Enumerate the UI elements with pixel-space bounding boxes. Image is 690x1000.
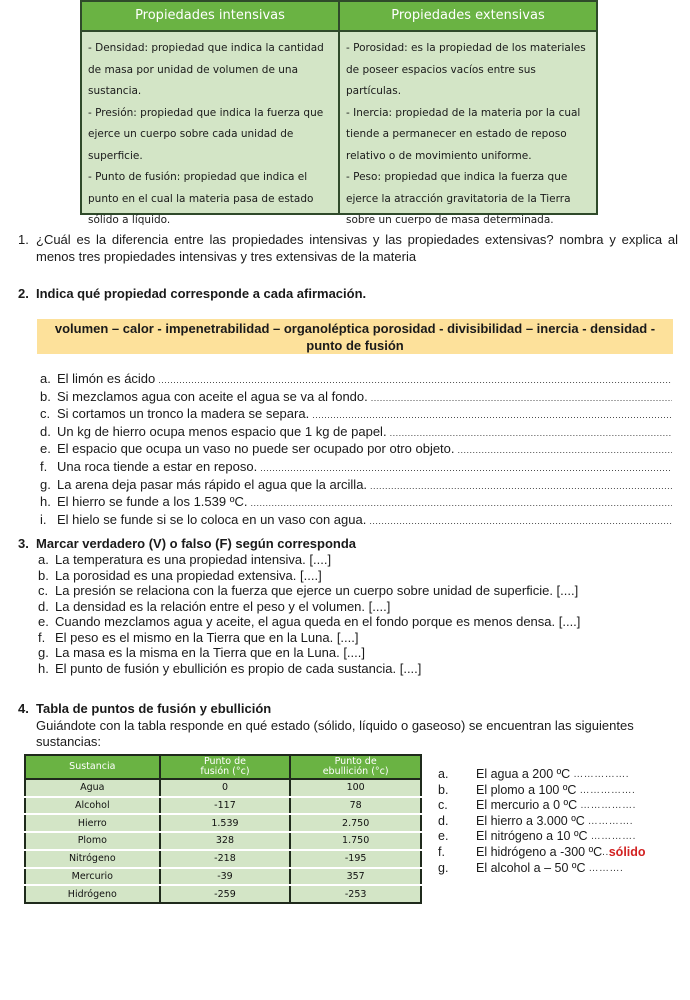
answer-blank[interactable] (260, 459, 672, 477)
list-item[interactable]: g. La masa es la misma en la Tierra que en la Luna. [....] (38, 645, 365, 660)
answer-blank[interactable] (369, 512, 672, 530)
question-4-description: Guiándote con la tabla responde en qué estado (sólido, líquido o gaseoso) se encuentran las siguientes sustancias: (36, 718, 634, 749)
list-item[interactable]: h. El hierro se funde a los 1.539 ºC. ..... (40, 494, 672, 512)
list-item[interactable]: e. El espacio que ocupa un vaso no puede ser ocupado por otro objeto. ..... (40, 441, 672, 459)
list-item[interactable]: i. El hielo se funde si se lo coloca en un vaso con agua. ..... (40, 512, 672, 530)
answer-blank[interactable]: …………. (590, 831, 636, 843)
list-item[interactable]: b. Si mezclamos agua con aceite el agua se va al fondo. ..... (40, 389, 672, 407)
list-item[interactable]: f. Una roca tiende a estar en reposo. ..... (40, 459, 672, 477)
table-row: Hidrógeno -259 -253 (25, 885, 421, 903)
intensive-density: - Densidad: propiedad que indica la cantidad de masa por unidad de volumen de una sustancia. (88, 42, 324, 97)
list-item[interactable]: e. El nitrógeno a 10 ºC …………. (438, 829, 636, 844)
word-bank: volumen – calor - impenetrabilidad – organoléptica porosidad - divisibilidad – inercia - densidad - punto de fusión (37, 319, 673, 354)
extensive-weight: - Peso: propiedad que indica la fuerza que ejerce la atracción gravitatoria de la Tierra sobre un cuerpo de masa determinada. (346, 171, 571, 226)
list-item[interactable]: d. Un kg de hierro ocupa menos espacio que 1 kg de papel. ..... (40, 424, 672, 442)
list-item[interactable]: c. Si cortamos un tronco la madera se separa. ..... (40, 406, 672, 424)
list-item[interactable]: a. La temperatura es una propiedad intensiva. [....] (38, 552, 332, 567)
table-row: Agua 0 100 (25, 779, 421, 797)
list-item[interactable]: e. Cuando mezclamos agua y aceite, el agua queda en el fondo porque es menos densa. [....] (38, 614, 581, 629)
header-boiling-point: Punto de ebullición (°c) (290, 755, 421, 779)
answer-blank[interactable] (371, 389, 672, 407)
question-4-items (436, 767, 686, 876)
list-item[interactable]: h. El punto de fusión y ebullición es propio de cada sustancia. [....] (38, 660, 422, 676)
list-item[interactable]: d. El hierro a 3.000 ºC …………. (438, 813, 634, 828)
answer-blank[interactable] (158, 371, 672, 389)
list-item[interactable]: g. La arena deja pasar más rápido el agua que la arcilla. ..... (40, 477, 672, 495)
question-3-title: 3. Marcar verdadero (V) o falso (F) según corresponda (18, 536, 357, 551)
question-1 (18, 231, 678, 265)
list-item[interactable]: a. El limón es ácido ..... (40, 371, 672, 389)
extensive-column (340, 32, 596, 226)
extensive-inertia: - Inercia: propiedad de la materia por la cual tiende a permanecer en estado de reposo relativo o de movimiento uniforme. (346, 106, 581, 162)
answer-blank[interactable]: ……………. (580, 800, 636, 812)
list-item[interactable]: b. La porosidad es una propiedad extensiva. [....] (38, 567, 322, 583)
header-intensive: Propiedades intensivas (82, 2, 340, 30)
table-header-row (25, 755, 421, 779)
list-item[interactable]: f. El hidrógeno a -300 ºC .. sólido (438, 844, 646, 859)
question-2-items (40, 371, 672, 529)
answer-blank[interactable] (250, 494, 672, 512)
answer-blank[interactable]: ……………. (579, 784, 636, 796)
list-item[interactable]: c. El mercurio a 0 ºC ……………. (438, 798, 636, 813)
substances-table (24, 754, 422, 904)
table-row: Mercurio -39 357 (25, 868, 421, 886)
question-3-items (38, 552, 678, 676)
list-item[interactable]: b. El plomo a 100 ºC ……………. (438, 782, 636, 797)
question-1-text: ¿Cuál es la diferencia entre las propiedades intensivas y las propiedades extensivas? nombra y explica al menos tres propiedades intensivas y tres extensivas de la materia (36, 232, 678, 264)
answer-blank[interactable] (370, 477, 672, 495)
answer-blank[interactable]: ………. (588, 862, 624, 874)
intensive-melting-point: - Punto de fusión: propiedad que indica el punto en el cual la materia pasa de estado sólido a líquido. (88, 171, 314, 226)
intensive-column (82, 32, 340, 226)
header-extensive: Propiedades extensivas (391, 8, 545, 23)
list-item[interactable]: f. El peso es el mismo en la Tierra que en la Luna. [....] (38, 629, 359, 645)
header-substance: Sustancia (25, 755, 160, 779)
question-1-number: 1. (18, 232, 29, 247)
table-row: Hierro 1.539 2.750 (25, 814, 421, 832)
answer-blank[interactable] (390, 424, 672, 442)
question-2-title: 2. Indica qué propiedad corresponde a cada afirmación. (18, 286, 367, 301)
answer-blank[interactable]: ……………. (573, 769, 629, 780)
answer-blank[interactable]: .. (602, 846, 609, 858)
properties-table-header (82, 2, 596, 32)
list-item[interactable]: c. La presión se relaciona con la fuerza que ejerce un cuerpo sobre unidad de superficie. [....] (38, 583, 579, 598)
properties-table (80, 0, 598, 226)
header-melting-point: Punto de fusión (°c) (160, 755, 291, 779)
table-row: Alcohol -117 78 (25, 797, 421, 815)
table-row: Plomo 328 1.750 (25, 832, 421, 850)
intensive-pressure: - Presión: propiedad que indica la fuerza que ejerce un cuerpo sobre cada unidad de superficie. (88, 106, 324, 162)
table-row: Nitrógeno -218 -195 (25, 850, 421, 868)
answer-blank[interactable] (458, 441, 672, 459)
answer-text: sólido (608, 844, 646, 859)
answer-blank[interactable]: …………. (587, 815, 634, 827)
answer-blank[interactable] (312, 406, 672, 424)
extensive-porosity: - Porosidad: es la propiedad de los materiales de poseer espacios vacíos entre sus partículas. (346, 42, 586, 97)
question-4-title: 4. Tabla de puntos de fusión y ebullición (18, 701, 272, 716)
list-item[interactable]: a. El agua a 200 ºC ……………. (438, 767, 629, 781)
list-item[interactable]: g. El alcohol a – 50 ºC ………. (438, 860, 624, 875)
list-item[interactable]: d. La densidad es la relación entre el peso y el volumen. [....] (38, 598, 391, 614)
